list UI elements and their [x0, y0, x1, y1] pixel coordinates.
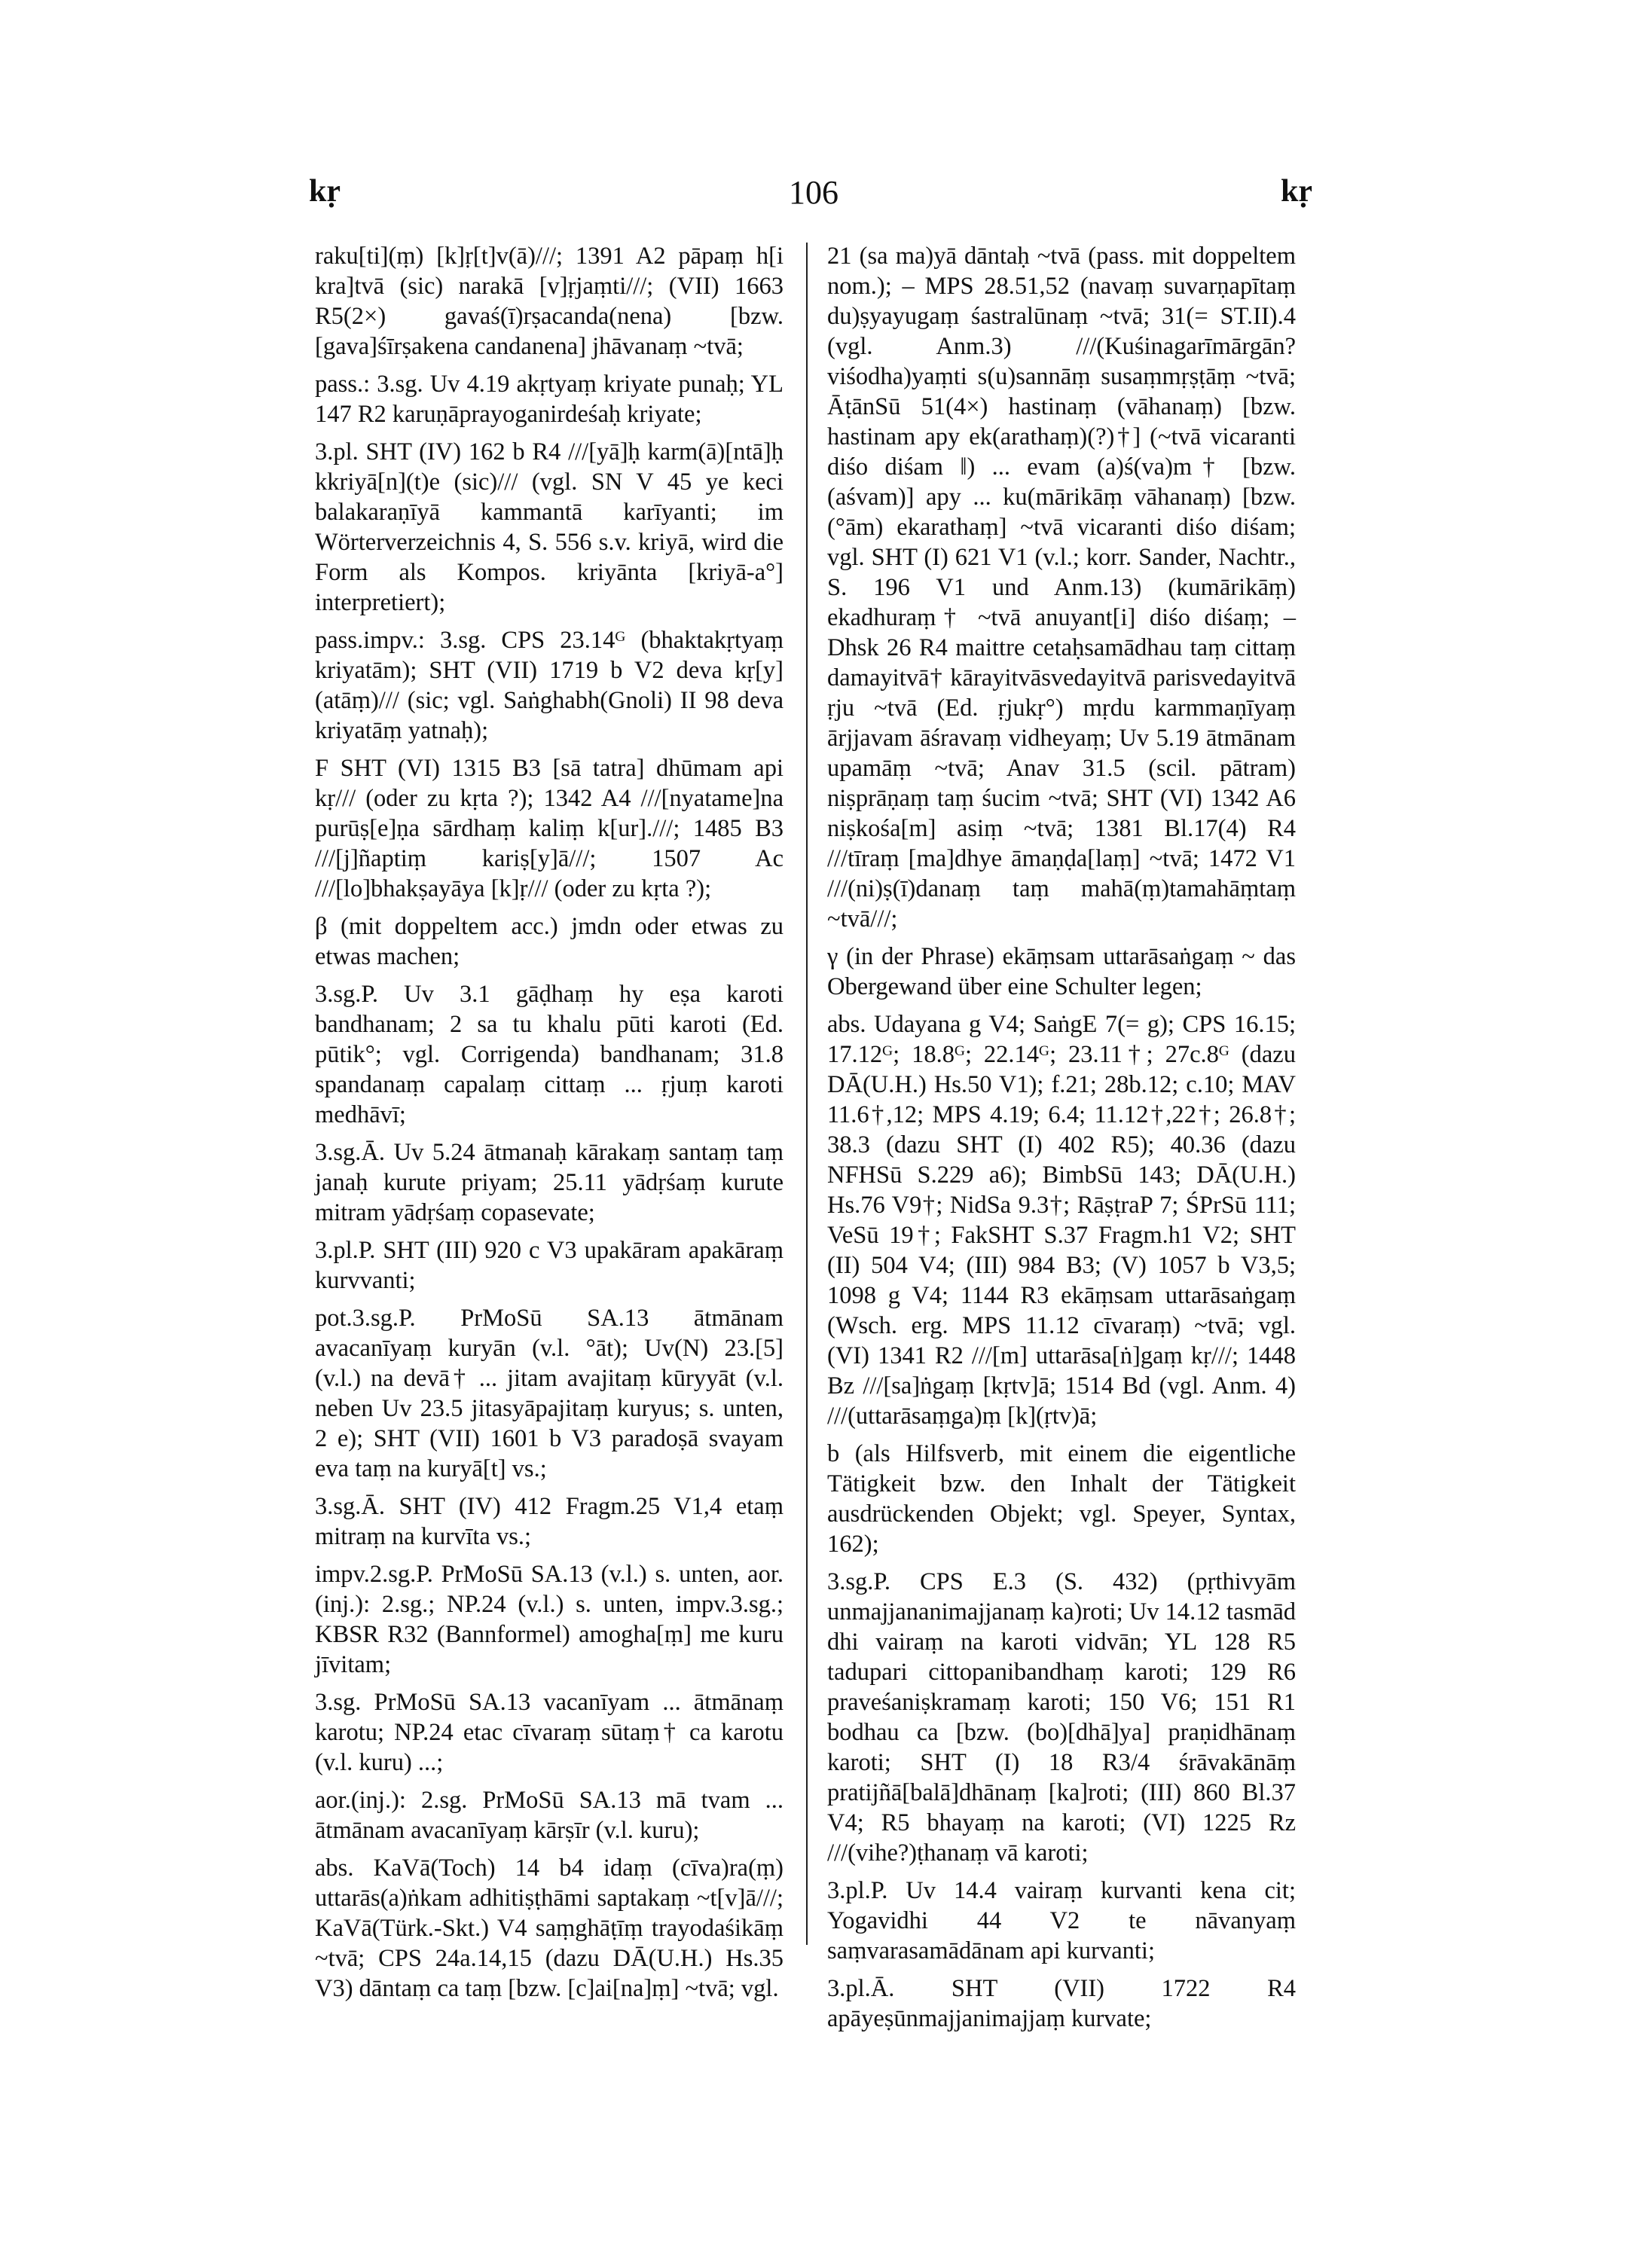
section-heading: b (als Hilfsverb, mit einem die eigentliche Tätigkeit bzw. den Inhalt der Tätigkeit ausdrückenden Objekt; vgl. Speyer, Syntax, 162);	[827, 1440, 1296, 1558]
entry-paragraph: pass.impv.: 3.sg. CPS 23.14ᴳ (bhaktakṛtyaṃ kriyatām); SHT (VII) 1719 b V2 deva kṛ[y](atāṃ)/// (sic; vgl. Saṅghabh(Gnoli) II 98 deva kriyatāṃ yatnaḥ);	[315, 627, 783, 744]
page-number: 106	[789, 174, 838, 211]
column-divider	[806, 243, 808, 1945]
running-head-left: kṛ	[309, 174, 341, 209]
entry-paragraph: F SHT (VI) 1315 B3 [sā tatra] dhūmam api kṛ/// (oder zu kṛta ?); 1342 A4 ///[nyatame]na purūṣ[e]ṇa sārdhaṃ kaliṃ k[ur].///; 1485 B3 ///[j]ñaptiṃ kariṣ[y]ā///; 1507 Ac ///[lo]bhakṣayāya [k]ṛ/// (oder zu kṛta ?);	[315, 755, 783, 902]
entry-paragraph: abs. Udayana g V4; SaṅgE 7(= g); CPS 16.15; 17.12ᴳ; 18.8ᴳ; 22.14ᴳ; 23.11†; 27c.8ᴳ (dazu DĀ(U.H.) Hs.50 V1); f.21; 28b.12; c.10; MAV 11.6†,12; MPS 4.19; 6.4; 11.12†,22†; 26.8†; 38.3 (dazu SHT (I) 402 R5); 40.36 (dazu NFHSū S.229 a6); BimbSū 143; DĀ(U.H.) Hs.76 V9†; NidSa 9.3†; RāṣṭraP 7; ŚPrSū 111; VeSū 19†; FakSHT S.37 Fragm.h1 V2; SHT (II) 504 V4; (III) 984 B3; (V) 1057 b V3,5; 1098 g V4; 1144 R3 ekāṃsam uttarāsaṅgaṃ (Wsch. erg. MPS 11.12 cīvaraṃ) ~tvā; vgl. (VI) 1341 R2 ///[m] uttarāsa[ṅ]gaṃ kṛ///; 1448 Bz ///[sa]ṅgaṃ [kṛtv]ā; 1514 Bd (vgl. Anm. 4) ///(uttarāsaṃga)ṃ [k](ṛtv)ā;	[827, 1011, 1296, 1430]
entry-paragraph: raku[ti](ṃ) [k]ṛ[t]v(ā)///; 1391 A2 pāpaṃ h[i kra]tvā (sic) narakā [v]ṛjaṃti///; (VII) 1663 R5(2×) gavaś(ī)rṣacanda(nena) [bzw. [gava]śīrṣakena candanena] jhāvanaṃ ~tvā;	[315, 243, 783, 360]
entry-paragraph: 3.sg.Ā. SHT (IV) 412 Fragm.25 V1,4 etaṃ mitraṃ na kurvīta vs.;	[315, 1493, 783, 1550]
entry-paragraph: 3.sg. PrMoSū SA.13 vacanīyam ... ātmānaṃ karotu; NP.24 etac cīvaraṃ sūtaṃ† ca karotu (v.l. kuru) ...;	[315, 1689, 783, 1776]
entry-paragraph: 3.pl.P. Uv 14.4 vairaṃ kurvanti kena cit; Yogavidhi 44 V2 te nāvanyaṃ saṃvarasamādānam api kurvanti;	[827, 1877, 1296, 1964]
entry-paragraph: abs. KaVā(Toch) 14 b4 idaṃ (cīva)ra(ṃ) uttarās(a)ṅkam adhitiṣṭhāmi saptakaṃ ~t[v]ā///; KaVā(Türk.-Skt.) V4 saṃghāṭīṃ trayodaśikāṃ ~tvā; CPS 24a.14,15 (dazu DĀ(U.H.) Hs.35 V3) dāntaṃ ca taṃ [bzw. [c]ai[na]ṃ] ~tvā; vgl.	[315, 1854, 783, 2002]
entry-paragraph: 3.pl. SHT (IV) 162 b R4 ///[yā]ḥ karm(ā)[ntā]ḥ kkriyā[n](t)e (sic)/// (vgl. SN V 45 ye keci balakaraṇīyā kammantā karīyanti; im Wörterverzeichnis 4, S. 556 s.v. kriyā, wird die Form als Kompos. kriyānta [kriyā-a°] interpretiert);	[315, 438, 783, 616]
entry-paragraph: impv.2.sg.P. PrMoSū SA.13 (v.l.) s. unten, aor. (inj.): 2.sg.; NP.24 (v.l.) s. unten, impv.3.sg.; KBSR R32 (Bannformel) amogha[ṃ] me kuru jīvitam;	[315, 1561, 783, 1678]
entry-paragraph: pass.: 3.sg. Uv 4.19 akṛtyaṃ kriyate punaḥ; YL 147 R2 karuṇāprayoganirdeśaḥ kriyate;	[315, 371, 783, 428]
entry-paragraph: 3.sg.Ā. Uv 5.24 ātmanaḥ kārakaṃ santaṃ taṃ janaḥ kurute priyam; 25.11 yādṛśaṃ kurute mitram yādṛśaṃ copasevate;	[315, 1139, 783, 1226]
entry-paragraph: 3.pl.P. SHT (III) 920 c V3 upakāram apakāraṃ kurvvanti;	[315, 1237, 783, 1294]
section-heading: γ (in der Phrase) ekāṃsam uttarāsaṅgaṃ ~ das Obergewand über eine Schulter legen;	[827, 943, 1296, 1000]
entry-paragraph: 3.sg.P. CPS E.3 (S. 432) (pṛthivyām unmajjananimajjanaṃ ka)roti; Uv 14.12 tasmād dhi vairaṃ na karoti vidvān; YL 128 R5 tadupari cittopanibandhaṃ karoti; 129 R6 praveśaniṣkramaṃ karoti; 150 V6; 151 R1 bodhau ca [bzw. (bo)[dhā]ya] praṇidhānaṃ karoti; SHT (I) 18 R3/4 śrāvakānāṃ pratijñā[balā]dhānaṃ [ka]roti; (III) 860 Bl.37 V4; R5 bhayaṃ na karoti; (VI) 1225 Rz ///(vihe?)ṭhanaṃ vā karoti;	[827, 1568, 1296, 1867]
right-column	[827, 241, 1296, 2041]
section-heading: β (mit doppeltem acc.) jmdn oder etwas zu etwas machen;	[315, 913, 783, 970]
left-column	[315, 241, 783, 2011]
entry-paragraph: aor.(inj.): 2.sg. PrMoSū SA.13 mā tvam ... ātmānam avacanīyaṃ kārṣīr (v.l. kuru);	[315, 1787, 783, 1844]
entry-paragraph: 21 (sa ma)yā dāntaḥ ~tvā (pass. mit doppeltem nom.); – MPS 28.51,52 (navaṃ suvarṇapītaṃ du)ṣyayugaṃ śastralūnaṃ ~tvā; 31(= ST.II).4 (vgl. Anm.3) ///(Kuśinagarīmārgān? viśodha)yaṃti s(u)sannāṃ susaṃmṛṣṭāṃ ~tvā; ĀṭānSū 51(4×) hastinaṃ (vāhanaṃ) [bzw. hastinam apy ek(arathaṃ)(?)†] (~tvā vicaranti diśo diśam ‖) ... evam (a)ś(va)m† [bzw. (aśvam)] apy ... ku(mārikāṃ vāhanaṃ) [bzw. (°ām) ekarathaṃ] ~tvā vicaranti diśo diśam; vgl. SHT (I) 621 V1 (v.l.; korr. Sander, Nachtr., S. 196 V1 und Anm.13) (kumārikāṃ) ekadhuraṃ† ~tvā anuyant[i] diśo diśaṃ; – Dhsk 26 R4 maittre cetaḥsamādhau taṃ cittaṃ damayitvā† kārayitvāsvedayitvā parisvedayitvā ṛju ~tvā (Ed. ṛjukṛ°) mṛdu karmmaṇīyaṃ ārjjavam āśravaṃ vidheyaṃ; Uv 5.19 ātmānam upamāṃ ~tvā; Anav 31.5 (scil. pātram) niṣprāṇaṃ taṃ śucim ~tvā; SHT (VI) 1342 A6 niṣkośa[m] asiṃ ~tvā; 1381 Bl.17(4) R4 ///tīraṃ [ma]dhye āmaṇḍa[laṃ] ~tvā; 1472 V1 ///(ni)ṣ(ī)danaṃ taṃ mahā(ṃ)tamahāṃtaṃ ~tvā///;	[827, 243, 1296, 933]
entry-paragraph: pot.3.sg.P. PrMoSū SA.13 ātmānam avacanīyaṃ kuryān (v.l. °āt); Uv(N) 23.[5] (v.l.) na devā† ... jitam avajitaṃ kūryyāt (v.l. neben Uv 23.5 jitasyāpajitaṃ kuryus; s. unten, 2 e); SHT (VII) 1601 b V3 paradoṣā svayam eva taṃ na kuryā[t] vs.;	[315, 1305, 783, 1482]
entry-paragraph: 3.sg.P. Uv 3.1 gāḍhaṃ hy eṣa karoti bandhanam; 2 sa tu khalu pūti karoti (Ed. pūtik°; vgl. Corrigenda) bandhanam; 31.8 spandanaṃ capalaṃ cittaṃ ... ṛjuṃ karoti medhāvī;	[315, 981, 783, 1128]
running-head-right: kṛ	[1281, 174, 1312, 209]
entry-paragraph: 3.pl.Ā. SHT (VII) 1722 R4 apāyeṣūnmajjanimajjaṃ kurvate;	[827, 1975, 1296, 2032]
